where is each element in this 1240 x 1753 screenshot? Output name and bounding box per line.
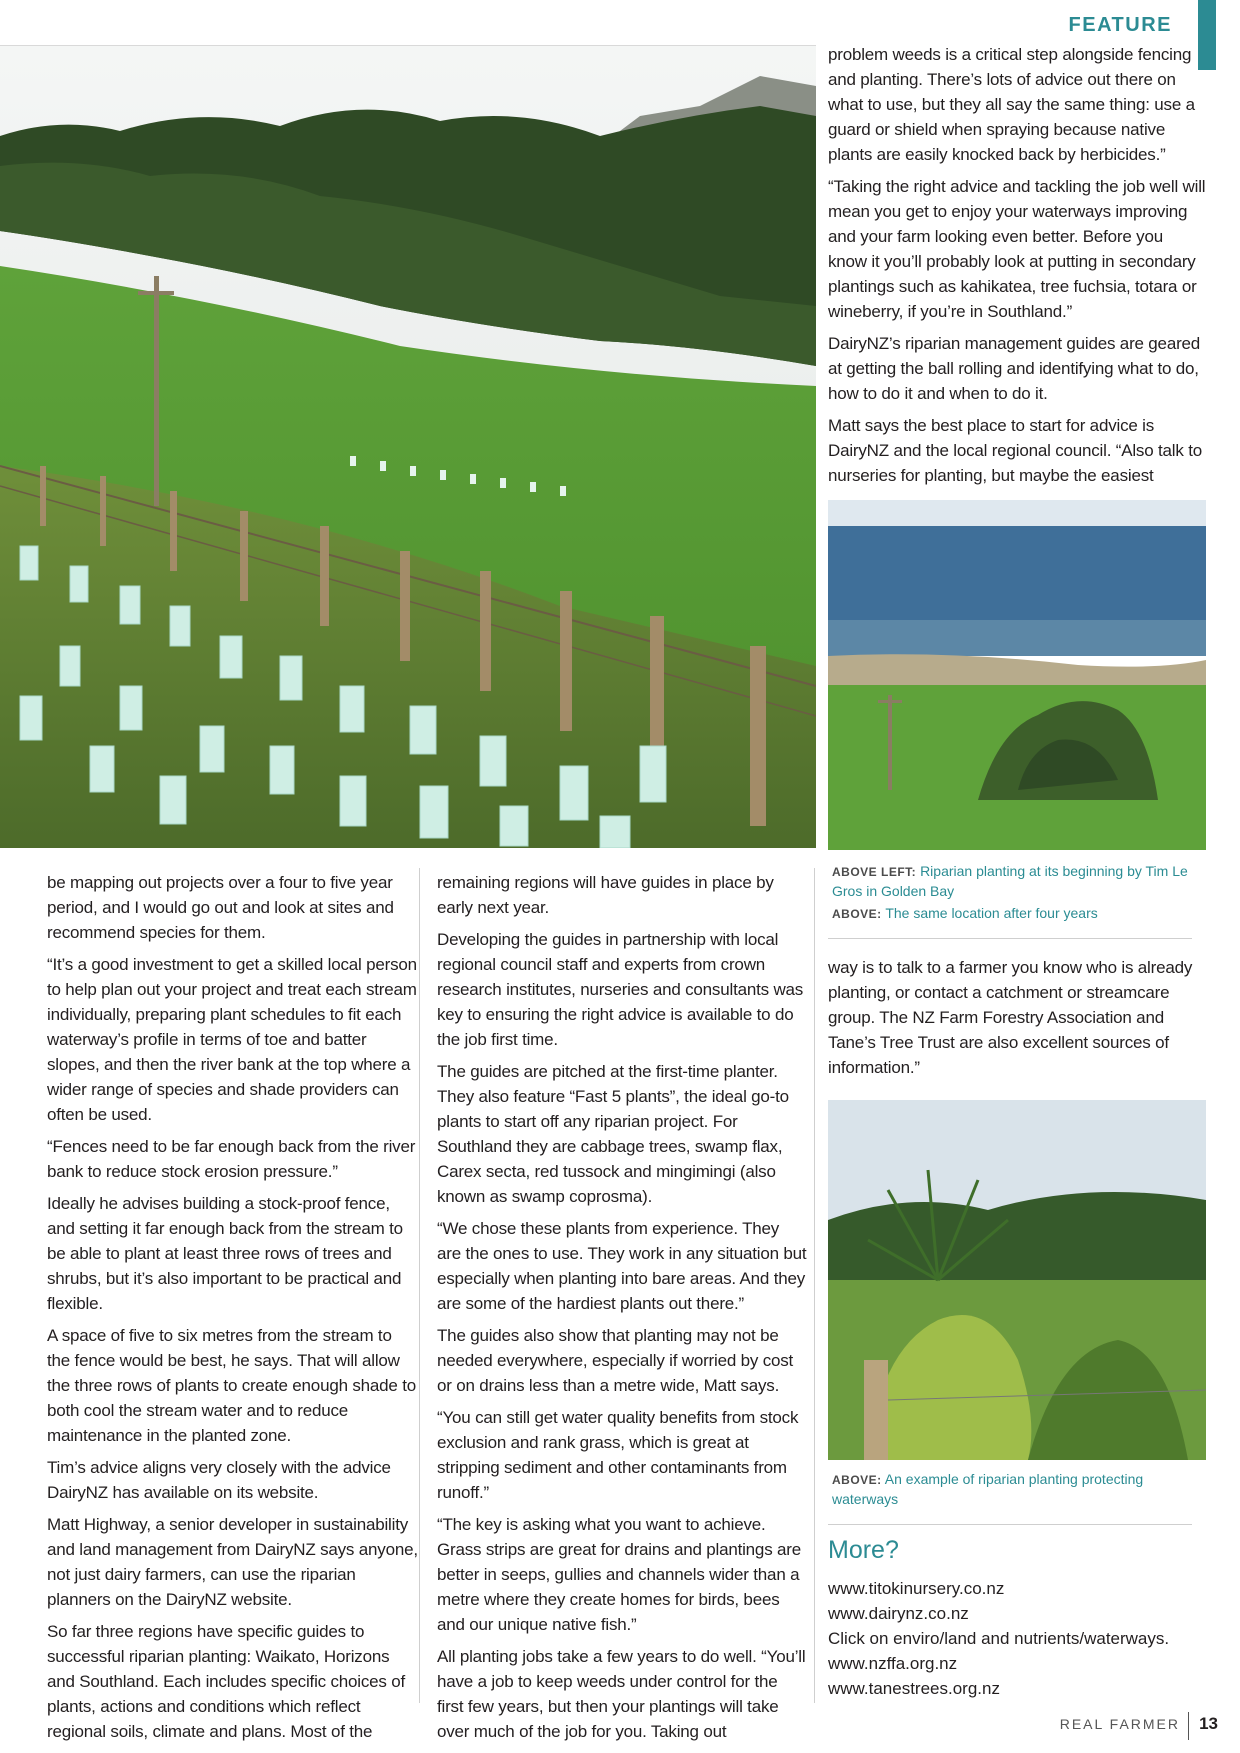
section-label: FEATURE [1068, 14, 1172, 36]
paragraph: The guides also show that planting may not be needed everywhere, especially if worried by cost or on drains less than a metre wide, Matt says. [437, 1326, 794, 1395]
paragraph: So far three regions have specific guides to successful riparian planting: Waikato, Horizons and Southland. Each includes specific choices of plants, actions and conditions which reflect regional soils, climate and plans. Most of the [47, 1622, 406, 1741]
paragraph: Tim’s advice aligns very closely with the advice DairyNZ has available on its website. [47, 1458, 391, 1502]
paragraph: All planting jobs take a few years to do well. “You’ll have a job to keep weeds under control for the first few years, but then your plantings will take over much of the job for you. Taking out [437, 1647, 806, 1741]
paragraph: remaining regions will have guides in place by early next year. [437, 873, 774, 917]
caption-label: ABOVE: [832, 1473, 882, 1487]
paragraph: problem weeds is a critical step alongside fencing and planting. There’s lots of advice out there on what to use, but they all say the same thing: use a guard or shield when spraying because native plants are easily knocked back by herbicides.” [828, 45, 1195, 164]
article-column-left [47, 870, 419, 1751]
inset-photo-waterway-planting [828, 1100, 1206, 1460]
paragraph: “It’s a good investment to get a skilled local person to help plan out your project and treat each stream individually, preparing plant schedules to fit each waterway’s profile in terms of toe and batter slopes, and then the river bank at the top where a wider range of species and shade providers can often be used. [47, 955, 417, 1124]
paragraph: Matt says the best place to start for advice is DairyNZ and the local regional council. “Also talk to nurseries for planting, but maybe the easiest [828, 416, 1202, 485]
link-nzffa[interactable]: www.nzffa.org.nz [828, 1654, 958, 1673]
paragraph: way is to talk to a farmer you know who is already planting, or contact a catchment or streamcare group. The NZ Farm Forestry Association and Tane’s Tree Trust are also excellent sources of information.” [828, 958, 1193, 1077]
paragraph: Matt Highway, a senior developer in sustainability and land management from DairyNZ says anyone, not just dairy farmers, can use the riparian planners on the DairyNZ website. [47, 1515, 418, 1609]
article-column-top-right [828, 42, 1206, 495]
paragraph: “Fences need to be far enough back from the river bank to reduce stock erosion pressure.” [47, 1137, 416, 1181]
caption-text: An example of riparian planting protecting waterways [832, 1471, 1144, 1507]
link-titoki-nursery[interactable]: www.titokinursery.co.nz [828, 1579, 1005, 1598]
caption-divider [828, 1524, 1192, 1525]
link-instructions: Click on enviro/land and nutrients/waterways. [828, 1629, 1170, 1648]
caption-label: ABOVE: [832, 907, 882, 921]
paragraph: “You can still get water quality benefits from stock exclusion and rank grass, which is great at stripping sediment and other contaminants from runoff.” [437, 1408, 799, 1502]
caption-divider [828, 938, 1192, 939]
column-divider [419, 868, 420, 1703]
article-column-right-lower [828, 955, 1206, 1087]
paragraph: Ideally he advises building a stock-proof fence, and setting it far enough back from the stream to be able to plant at least three rows of trees and shrubs, but it’s also important to be practical and flexible. [47, 1194, 403, 1313]
publication-name: REAL FARMER [1059, 1716, 1180, 1732]
paragraph: “The key is asking what you want to achieve. Grass strips are great for drains and plantings are better in seeps, gullies and channels wider than a metre where they create homes for birds, bees and our unique native fish.” [437, 1515, 801, 1634]
caption-text: Riparian planting at its beginning by Tim Le Gros in Golden Bay [832, 863, 1188, 899]
inset-photo-four-years-later [828, 500, 1206, 850]
column-divider [814, 868, 815, 1703]
more-links-list [828, 1576, 1208, 1701]
paragraph: A space of five to six metres from the stream to the fence would be best, he says. That will allow the three rows of plants to create enough shade to both cool the stream water and to reduce maintenance in the planted zone. [47, 1326, 416, 1445]
article-column-middle [437, 870, 807, 1751]
photo-caption-first [832, 862, 1204, 924]
caption-text: The same location after four years [885, 905, 1098, 921]
link-tanes-trees[interactable]: www.tanestrees.org.nz [828, 1679, 1000, 1698]
more-heading: More? [828, 1536, 899, 1564]
paragraph: Developing the guides in partnership with local regional council staff and experts from crown research institutes, nurseries and consultants was key to ensuring the right advice is available to do the job first time. [437, 930, 804, 1049]
paragraph: be mapping out projects over a four to five year period, and I would go out and look at sites and recommend species for them. [47, 873, 394, 942]
main-photo-riparian-planting [0, 46, 816, 848]
link-dairynz[interactable]: www.dairynz.co.nz [828, 1604, 969, 1623]
paragraph: The guides are pitched at the first-time planter. They also feature “Fast 5 plants”, the ideal go-to plants to start off any riparian project. For Southland they are cabbage trees, swamp flax, Carex secta, red tussock and mingimingi (also known as swamp coprosma). [437, 1062, 789, 1206]
page-number: 13 [1199, 1714, 1218, 1733]
paragraph: “Taking the right advice and tackling the job well will mean you get to enjoy your waterways improving and your farm looking even better. Before you know it you’ll probably look at putting in secondary plantings such as kahikatea, tree fuchsia, totara or wineberry, if you’re in Southland.” [828, 177, 1206, 321]
photo-caption-second [832, 1470, 1204, 1509]
footer-divider [1188, 1712, 1189, 1740]
paragraph: DairyNZ’s riparian management guides are geared at getting the ball rolling and identifying what to do, how to do it and when to do it. [828, 334, 1201, 403]
paragraph: “We chose these plants from experience. They are the ones to use. They work in any situation but especially when planting into bare areas. And they are some of the hardiest plants out there.” [437, 1219, 807, 1313]
caption-label: ABOVE LEFT: [832, 865, 917, 879]
